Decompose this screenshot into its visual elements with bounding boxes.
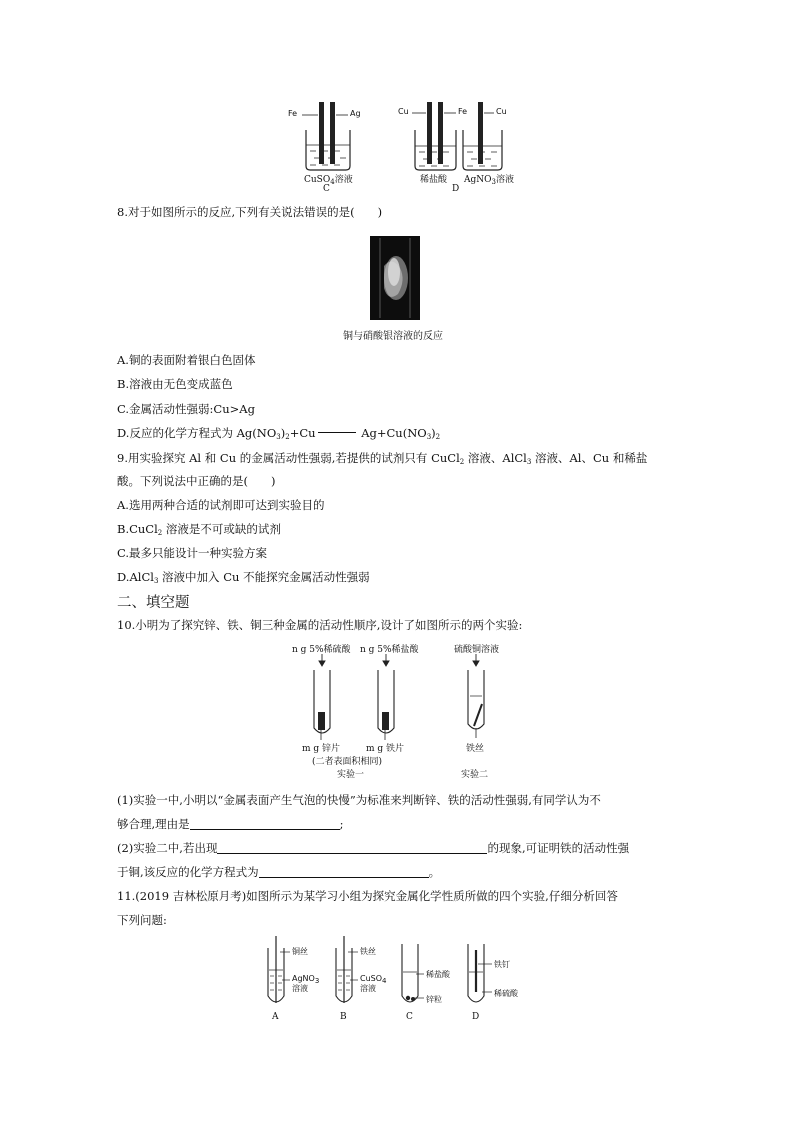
q10-cuso4-label: 硫酸铜溶液	[454, 645, 500, 655]
q10-part1-line1: (1)实验一中,小明以“金属表面产生气泡的快慢”为标准来判断锌、铁的活动性强弱,有同学认为不	[117, 793, 601, 807]
q11-d-metal: 铁钉	[494, 960, 510, 969]
solution-label-d1: 稀盐酸	[420, 175, 448, 185]
q8-option-a: A.铜的表面附着银白色固体	[117, 353, 256, 367]
q10-wire-label: 铁丝	[466, 744, 485, 754]
q10-zinc-label: m g 锌片	[302, 744, 341, 754]
q10-acid1-label: n g 5%稀硫酸	[292, 645, 351, 655]
label-fe-c: Fe	[288, 109, 298, 118]
q10-exp1-label: 实验一	[337, 770, 365, 780]
section-heading: 二、填空题	[117, 595, 190, 611]
q10-part2-line2: 于铜,该反应的化学方程式为 。	[117, 865, 441, 879]
q11-stem-line2: 下列问题:	[117, 913, 167, 927]
q11-letter-a: A	[272, 1012, 279, 1022]
label-ag-c: Ag	[350, 109, 361, 118]
q11-b-solution: CuSO$_4$ 溶液	[360, 974, 387, 993]
q11-stem-line1: 11.(2019 吉林松原月考)如图所示为某学习小组为探究金属化学性质所做的四个实验,仔细分析回答	[117, 889, 618, 903]
label-cu2-d: Cu	[496, 107, 507, 116]
q9-option-d: D.AlCl$_3$ 溶液中加入 Cu 不能探究金属活动性强弱	[117, 570, 370, 585]
q9-option-c: C.最多只能设计一种实验方案	[117, 546, 268, 560]
q11-b-metal: 铁丝	[360, 947, 376, 956]
q8-option-c: C.金属活动性强弱:Cu>Ag	[117, 402, 255, 416]
q9-stem-line1: 9.用实验探究 Al 和 Cu 的金属活动性强弱,若提供的试剂只有 CuCl$_2$ 溶液、AlCl$_3$ 溶液、Al、Cu 和稀盐	[117, 451, 648, 466]
label-cu-d: Cu	[398, 107, 409, 116]
q10-iron-label: m g 铁片	[366, 744, 405, 754]
solution-label-d2: AgNO$_3$溶液	[464, 175, 514, 186]
q11-a-solution: AgNO$_3$ 溶液	[292, 974, 320, 993]
q10-part2-line1: (2)实验二中,若出现 的现象,可证明铁的活动性强	[117, 841, 630, 855]
q11-letter-c: C	[406, 1012, 413, 1022]
q10-acid2-label: n g 5%稀盐酸	[360, 645, 419, 655]
q11-c-acid: 稀盐酸	[426, 970, 450, 979]
q9-stem-line2: 酸。下列说法中正确的是( )	[117, 474, 276, 488]
q10-stem: 10.小明为了探究锌、铁、铜三种金属的活动性顺序,设计了如图所示的两个实验:	[117, 618, 523, 632]
q11-a-metal: 铜丝	[292, 947, 308, 956]
q9-option-b: B.CuCl$_2$ 溶液是不可或缺的试剂	[117, 522, 281, 537]
q8-option-d: D.反应的化学方程式为 $Ag(NO_3)_2+Cu$ $Ag+Cu(NO_3)_2$	[117, 426, 441, 441]
q9-option-a: A.选用两种合适的试剂即可达到实验目的	[117, 498, 325, 512]
q11-letter-d: D	[472, 1012, 480, 1022]
letter-d: D	[452, 184, 460, 194]
q11-d-acid: 稀硫酸	[494, 989, 518, 998]
q8-option-b: B.溶液由无色变成蓝色	[117, 377, 233, 391]
q10-exp2-label: 实验二	[461, 770, 489, 780]
q11-letter-b: B	[340, 1012, 347, 1022]
letter-c: C	[323, 184, 330, 194]
q10-part1-line2: 够合理,理由是 ;	[117, 817, 344, 831]
q10-note: (二者表面积相同)	[312, 757, 383, 767]
q8-caption: 铜与硝酸银溶液的反应	[343, 331, 443, 342]
q11-c-metal: 锌粒	[426, 995, 442, 1004]
q8-stem: 8.对于如图所示的反应,下列有关说法错误的是( )	[117, 205, 383, 219]
solution-label-c: CuSO$_4$溶液	[304, 175, 353, 186]
label-fe-d: Fe	[458, 107, 468, 116]
